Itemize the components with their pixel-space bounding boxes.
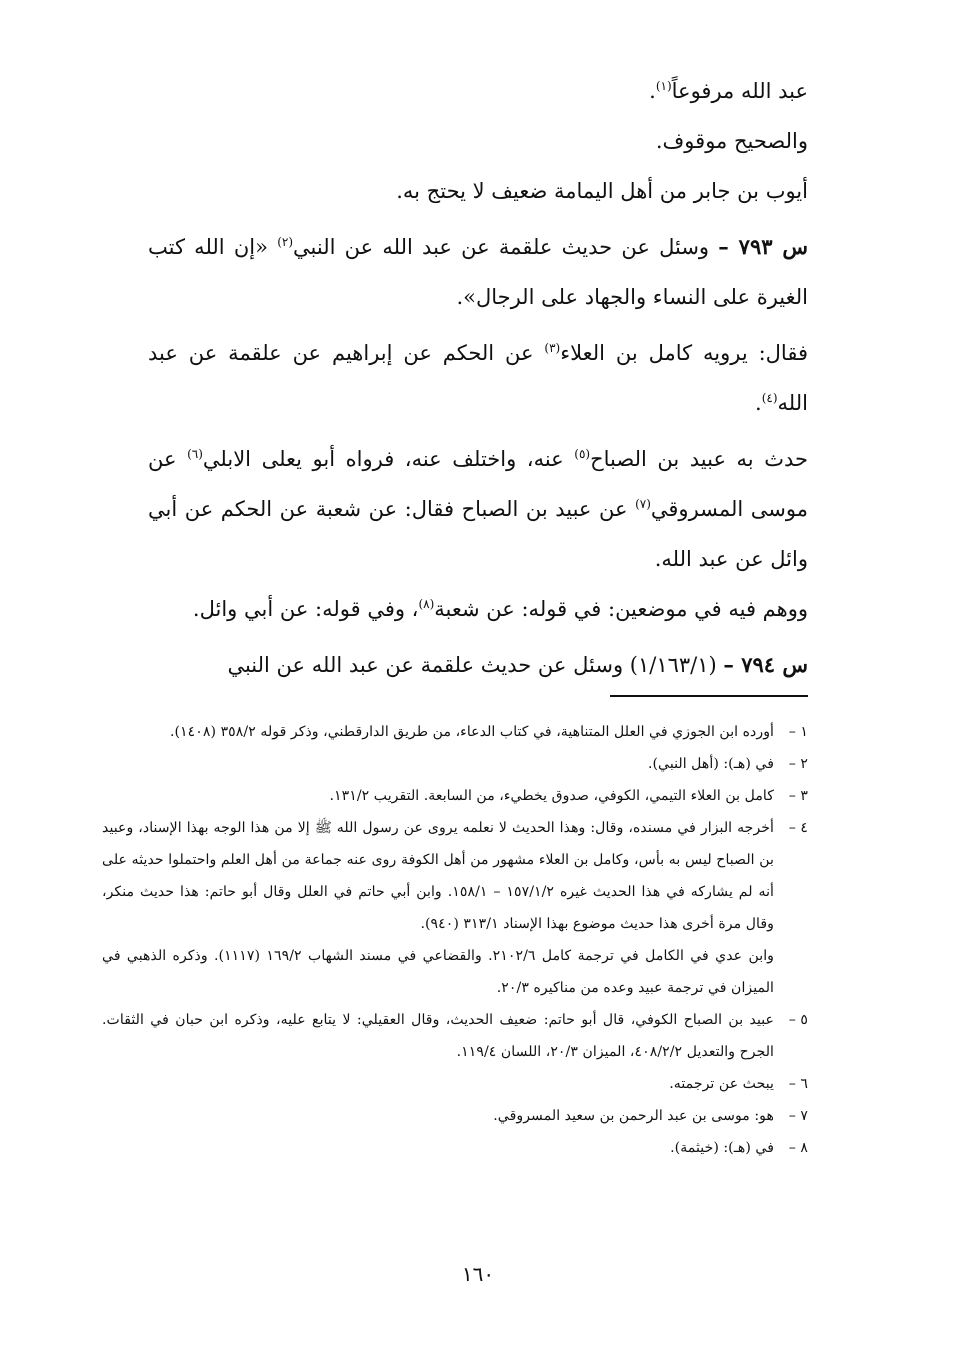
footnote-text: وابن عدي في الكامل في ترجمة كامل ٢١٠٢/٦. والقضاعي في مسند الشهاب ١٦٩/٢ (١١١٧). وذكره الذهبي في الميزان في ترجمة عبيد وعده من مناكيره ٢٠/٣. — [102, 948, 774, 996]
footnote-ref-3[interactable]: (٣) — [544, 341, 561, 355]
footnote-ref-8[interactable]: (٨) — [418, 597, 435, 611]
text: وسئل عن حديث علقمة عن عبد الله عن النبي — [293, 235, 719, 259]
footnote-ref-7[interactable]: (٧) — [635, 497, 651, 511]
text: (١/١٦٣/١) وسئل عن حديث علقمة عن عبد الله عن النبي — [227, 653, 724, 677]
footnote-number: ٧ – — [788, 1108, 808, 1124]
footnote-3 — [102, 780, 808, 812]
footnote-6 — [102, 1068, 808, 1100]
footnote-ref-5[interactable]: (٥) — [574, 447, 591, 461]
text: عن عبيد بن الصباح فقال: عن شعبة عن الحكم عن أبي وائل عن عبد الله. — [148, 497, 808, 571]
footnote-text: أخرجه البزار في مسنده، وقال: وهذا الحديث لا نعلمه يروى عن رسول الله ﷺ إلا من هذا الوجه بهذا الإسناد، وعبيد بن الصباح ليس به بأس، وكامل بن العلاء مشهور من أهل الكوفة روى عنه جماعة من أهل العلم واحتملوا حديثه على أنه لم يشاركه في هذا الحديث غيره ١٥٧/١/٢ – ١٥٨/١. وابن أبي حاتم في العلل وقال أبو حاتم: هذا حديث منكر، وقال مرة أخرى هذا حديث موضوع بهذا الإسناد ٣١٣/١ (٩٤٠). — [102, 820, 774, 932]
footnote-8 — [102, 1132, 808, 1164]
text: حدث به عبيد بن الصباح — [590, 447, 808, 471]
footnote-text: يبحث عن ترجمته. — [669, 1076, 774, 1092]
footnotes — [102, 716, 808, 1164]
main-text — [148, 66, 808, 690]
footnote-text: في (هـ): (أهل النبي). — [647, 756, 774, 772]
text: عن الحكم عن إبراهيم عن علقمة عن عبد الله — [148, 341, 808, 415]
footnote-ref-1[interactable]: (١) — [655, 79, 672, 93]
footnote-ref-2[interactable]: (٢) — [277, 235, 294, 249]
text: عبد الله مرفوعاً — [671, 79, 808, 103]
footnote-number: ٥ – — [788, 1012, 808, 1028]
text: ، وفي قوله: عن أبي وائل. — [192, 597, 419, 621]
footnote-number: ٤ – — [788, 820, 808, 836]
page-number: ١٦٠ — [461, 1262, 495, 1286]
footnote-ref-6[interactable]: (٦) — [187, 447, 203, 461]
footnote-number: ٨ – — [788, 1140, 808, 1156]
footnote-text: في (هـ): (خيثمة). — [670, 1140, 774, 1156]
question-label: س ٧٩٣ – — [718, 234, 809, 259]
footnote-text: عبيد بن الصباح الكوفي، قال أبو حاتم: ضعيف الحديث، وقال العقيلي: لا يتابع عليه، وذكره ابن حبان في الثقات. الجرح والتعديل ٤٠٨/٢/٢، الميزان ٢٠/٣، اللسان ١١٩/٤. — [102, 1012, 774, 1060]
footnote-4-continued — [102, 940, 808, 1004]
footnote-number: ٦ – — [788, 1076, 808, 1092]
footnote-7 — [102, 1100, 808, 1132]
footnote-number: ١ – — [788, 724, 808, 740]
text: «إن الله كتب الغيرة على النساء والجهاد على الرجال». — [148, 235, 808, 309]
footnote-number: ٣ – — [788, 788, 808, 804]
footnote-1 — [102, 716, 808, 748]
text: ووهم فيه في موضعين: في قوله: عن شعبة — [434, 597, 808, 621]
footnote-number: ٢ – — [788, 756, 808, 772]
question-794 — [148, 640, 808, 690]
footnote-4 — [102, 812, 808, 940]
text: عن موسى المسروقي — [148, 447, 809, 521]
text: عنه، واختلف عنه، فرواه أبو يعلى الابلي — [202, 447, 575, 471]
footnote-ref-4[interactable]: (٤) — [761, 391, 778, 405]
footnote-text: كامل بن العلاء التيمي، الكوفي، صدوق يخطيء، من السابعة. التقريب ١٣١/٢. — [329, 788, 774, 804]
footnote-text: أورده ابن الجوزي في العلل المتناهية، في كتاب الدعاء، من طريق الدارقطني، وذكر قوله ٣٥٨/٢ (١٤٠٨). — [169, 724, 774, 740]
paragraph-6 — [148, 434, 808, 584]
text: . — [755, 391, 762, 415]
paragraph-7 — [148, 584, 808, 634]
question-793 — [148, 222, 808, 322]
footnote-2 — [102, 748, 808, 780]
footnote-number — [774, 940, 808, 1004]
paragraph-3: أيوب بن جابر من أهل اليمامة ضعيف لا يحتج به. — [396, 179, 808, 203]
footnote-text: هو: موسى بن عبد الرحمن بن سعيد المسروقي. — [493, 1108, 774, 1124]
text: . — [649, 79, 656, 103]
paragraph-2: والصحيح موقوف. — [655, 129, 808, 153]
footnote-separator — [610, 695, 808, 697]
footnote-5 — [102, 1004, 808, 1068]
paragraph-1 — [148, 66, 808, 116]
paragraph-5 — [148, 328, 808, 428]
text: فقال: يرويه كامل بن العلاء — [560, 341, 808, 365]
question-label: س ٧٩٤ – — [723, 652, 808, 677]
